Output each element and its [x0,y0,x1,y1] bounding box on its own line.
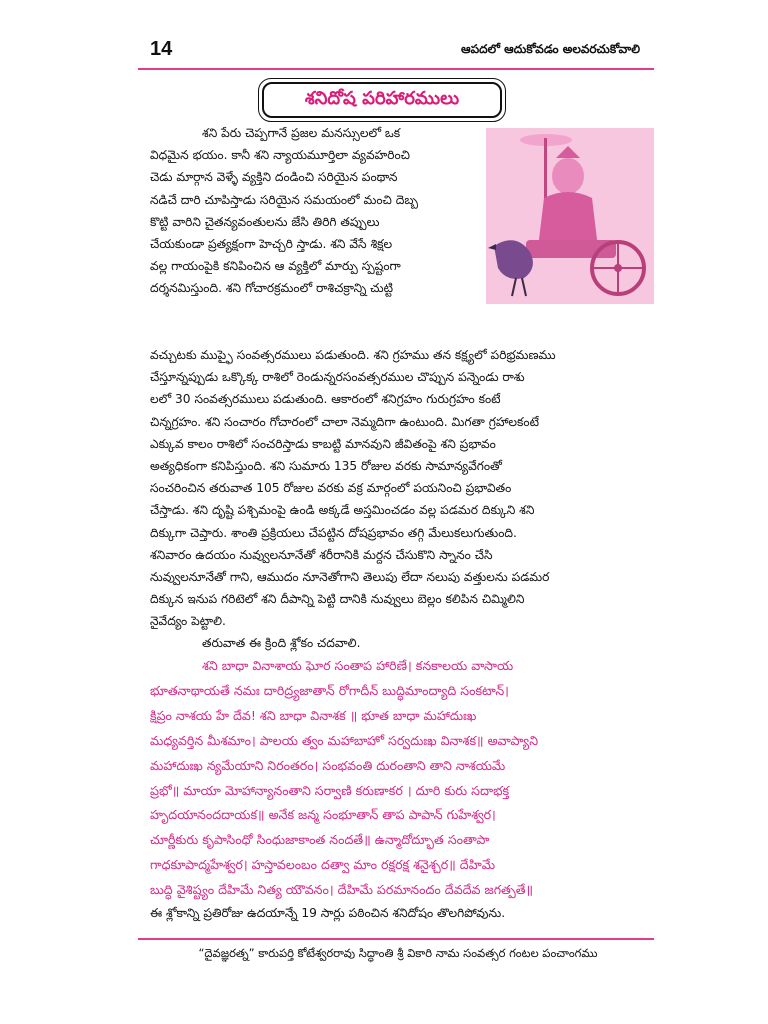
text-line: చేయకుండా ప్రత్యక్షంగా హెచ్చరి స్తాడు. శని వేసే శిక్షల [150,237,393,252]
verse-line: మహాదుఃఖ న్యమేయాని నిరంతరం। సంభవంతి దురంతాని తాని నాశయమే [150,757,506,773]
text-line: దిక్కుగా చెప్తారు. శాంతి ప్రక్రియలు చేపట్టిన దోషప్రభావం తగ్గి మేలుకలుగుతుంది. [150,525,517,540]
verse-line: శని బాధా వినాశాయ ఘోర సంతాప హారిణే। కనకాలయ వాసాయ [202,658,514,673]
text-line: ఎక్కువ కాలం రాశిలో సంచరిస్తాడు కాబట్టి మానవుని జీవితంపై శని ప్రభావం [150,436,496,451]
running-head: ఆపదలో ఆదుకోవడం అలవరచుకోవాలి [461,42,640,56]
paragraph-intro [150,122,482,300]
text-line: నువ్వులనూనేతో గాని, ఆముదం నూనెతోగాని తెలుపు లేదా నలుపు వత్తులను పడమర [150,570,550,585]
text-line: చెడు మార్గాన వెళ్ళే వ్యక్తిని దండించి సరియైన పంథాన [150,170,398,185]
text-line: శనివారం ఉదయం నువ్వులనూనేతో శరీరానికి మర్దన చేసుకొని స్నానం చేసి [150,547,493,562]
text-line: వచ్చుటకు ముప్ఫై సంవత్సరములు పడుతుంది. శని గ్రహము తన కక్ష్యలో పరిభ్రమణము [150,348,556,362]
text-line: విధమైన భయం. కానీ శని న్యాయమూర్తిలా వ్యవహరించి [150,148,411,163]
shloka-verse [150,654,656,903]
text-line: దిక్కున ఇనుప గరిటెలో శని దీపాన్ని పెట్టి దానికి నువ్వులు బెల్లం కలిపిన చిమ్మిలిని [150,592,525,607]
paragraph-instruction [150,632,656,654]
footer-credit: “దైవజ్ఞరత్న” కారుపర్తి కోటేశ్వరరావు సిద్ధాంతి శ్రీ వికారి నామ సంవత్సర గంటల పంచాంగము [198,946,598,960]
text-line: శని పేరు చెప్పగానే ప్రజల మనస్సులలో ఒక [202,126,401,140]
text-line: చిన్నగ్రహం. శని సంచారం గోచారంలో చాలా నెమ్మదిగా ఉంటుంది. మిగతా గ్రహాలకంటే [150,414,539,429]
text-line: నడిచే దారి చూపిస్తాడు సరియైన సమయంలో మంచి దెబ్బ [150,192,419,207]
text-line: తరువాత ఈ క్రింది శ్లోకం చదవాలి. [202,636,361,650]
text-line: సంచరించిన తరువాత 105 రోజుల వరకు వక్ర మార్గంలో పయనించి ప్రభావితం [150,481,512,496]
footer-rule [138,938,654,940]
verse-line: భూతనాథాయతే నమః దారిద్ర్యజాతాన్ రోగాదీన్ బుద్ధిమాంద్యాది సంకటాన్। [150,682,509,698]
page-number: 14 [150,38,173,60]
verse-line: చూర్ణీకురు కృపాసింధో సింధుజాకాంత నందతే॥ ఉన్మాదోద్భూత సంతాపా [150,832,490,848]
shani-deva-on-chariot-with-crow-illustration-icon [486,128,654,304]
closing-line: ఈ శ్లోకాన్ని ప్రతిరోజు ఉదయాన్నే 19 సార్లు పఠించిన శనిదోషం తొలగిపోవును. [150,906,506,920]
text-line: అత్యధికంగా కనిపిస్తుంది. శని సుమారు 135 రోజుల వరకు సామాన్యవేగంతో [150,459,502,474]
verse-line: హృదయానందదాయక॥ అనేక జన్మ సంభూతాన్ తాప పాపాన్ గుహేశ్వర। [150,807,496,823]
page-title: శనిదోష పరిహారములు [304,87,460,109]
text-line: చేస్తూన్నప్పుడు ఒక్కొక్క రాశిలో రెండున్నరసంవత్సరముల చొప్పున పన్నెండు రాశు [150,370,525,385]
verse-line: మధ్యవర్తిన మీశమాం। పాలయ త్వం మహాబాహో సర్వదుఃఖ వినాశక॥ అవాప్యాని [150,732,539,748]
verse-line: క్షిప్రం నాశయ హే దేవ! శని బాధా వినాశక ॥ భూత బాధా మహాదుఃఖ [150,707,477,723]
text-line: లలో 30 సంవత్సరములు పడుతుంది. ఆకారంలో శనిగ్రహం గురుగ్రహం కంటే [150,392,501,407]
verse-line: ప్రభో॥ మాయా మోహాన్యానంతాని సర్వాణి కరుణాకర । దూరి కురు సదాభక్త [150,782,510,798]
header-rule [138,68,654,70]
text-line: వల్ల గాయంపైకి కనిపించిన ఆ వ్యక్తిలో మార్పు స్పష్టంగా [150,259,401,274]
text-line: నైవేద్యం పెట్టాలి. [150,614,226,629]
text-line: చేస్తాడు. శని దృష్టి పశ్చిమంపై ఉండి అక్కడే అస్తమించడం వల్ల పడమర దిక్కుని శని [150,503,535,518]
text-line: దర్శనమిస్తుంది. శని గోచారక్రమంలో రాశిచక్రాన్ని చుట్టి [150,281,394,296]
shani-deva-illustration [486,128,654,304]
verse-line: గాధకూపాద్మహేశ్వర। హస్తావలంబం దత్వా మాం రక్షరక్ష శనైశ్చర॥ దేహిమే [150,857,496,873]
text-line: కొట్టి వారిని చైతన్యవంతులను జేసి తిరిగి తప్పులు [150,214,380,229]
title-box [262,82,502,118]
verse-line: బుద్ధి వైశిష్ట్యం దేహిమే నిత్య యౌవనం। దేహిమే పరమానందం దేవదేవ జగత్పతే॥ [150,882,534,898]
paragraph-body [150,344,656,633]
